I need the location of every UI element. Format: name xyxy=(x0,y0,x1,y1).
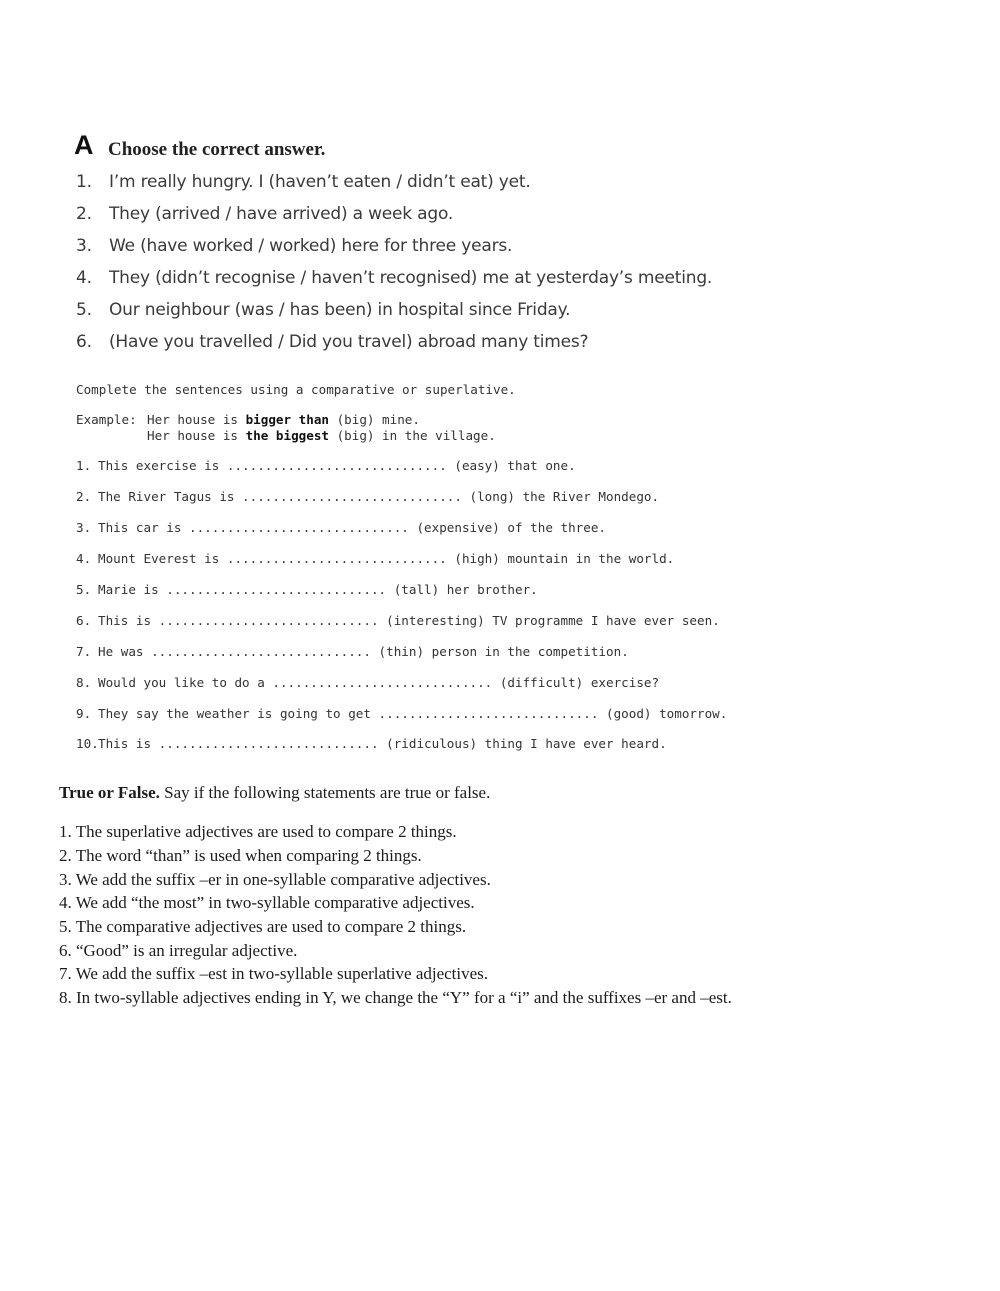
item-number: 1. xyxy=(76,458,92,473)
example-text-post: (big) mine. xyxy=(328,412,420,427)
statement: 8. In two-syllable adjectives ending in Y, we change the “Y” for a “i” and the suffixes –er and –est. xyxy=(59,988,732,1007)
item-number: 6. xyxy=(76,613,92,628)
item-number: 2. xyxy=(76,489,92,504)
section-b-item xyxy=(76,551,674,566)
section-b-item xyxy=(76,675,659,690)
item-number: 4. xyxy=(76,551,92,566)
item-number: 10. xyxy=(76,736,99,751)
item-number: 9. xyxy=(76,706,92,721)
item-text: They (didn’t recognise / haven’t recognised) me at yesterday’s meeting. xyxy=(109,268,713,288)
example-text-post: (big) in the village. xyxy=(328,428,496,443)
section-b-item xyxy=(76,613,720,628)
section-a-item xyxy=(76,172,531,192)
item-number: 3. xyxy=(76,236,92,256)
statement: 5. The comparative adjectives are used to compare 2 things. xyxy=(59,917,467,936)
example-text-pre: Her house is xyxy=(147,428,246,443)
section-a-item xyxy=(76,268,712,288)
item-number: 5. xyxy=(76,300,92,320)
item-number: 3. xyxy=(76,520,92,535)
section-b-item xyxy=(76,520,606,535)
statement: 3. We add the suffix –er in one-syllable comparative adjectives. xyxy=(59,870,491,889)
statement: 4. We add “the most” in two-syllable comparative adjectives. xyxy=(59,893,475,912)
item-text: The River Tagus is ............................. (long) the River Mondego. xyxy=(98,489,660,504)
section-b-item xyxy=(76,736,667,751)
item-text: We (have worked / worked) here for three years. xyxy=(109,236,513,256)
item-number: 8. xyxy=(76,675,92,690)
statement: 6. “Good” is an irregular adjective. xyxy=(59,941,298,960)
item-number: 7. xyxy=(76,644,92,659)
example-answer: the biggest xyxy=(245,428,329,443)
item-number: 2. xyxy=(76,204,92,224)
item-text: They say the weather is going to get ............................. (good) tomorrow. xyxy=(98,706,728,721)
section-a-title: Choose the correct answer. xyxy=(108,139,326,160)
section-a-item xyxy=(76,300,570,320)
section-a-item xyxy=(76,236,512,256)
section-c-title-bold: True or False. xyxy=(59,783,160,802)
example-answer: bigger than xyxy=(245,412,329,427)
statement: 1. The superlative adjectives are used to compare 2 things. xyxy=(59,822,457,841)
example-sentence-1 xyxy=(147,412,420,427)
item-text: Mount Everest is ............................. (high) mountain in the world. xyxy=(98,551,675,566)
section-a-item xyxy=(76,332,588,352)
item-text: He was ............................. (thin) person in the competition. xyxy=(98,644,629,659)
item-number: 4. xyxy=(76,268,92,288)
item-text: This is ............................. (interesting) TV programme I have ever seen. xyxy=(98,613,720,628)
item-text: This exercise is ............................. (easy) that one. xyxy=(98,458,576,473)
item-text: I’m really hungry. I (haven’t eaten / didn’t eat) yet. xyxy=(109,172,531,192)
item-text: (Have you travelled / Did you travel) abroad many times? xyxy=(109,332,589,352)
item-text: Would you like to do a ............................. (difficult) exercise? xyxy=(98,675,660,690)
section-a-item xyxy=(76,204,453,224)
item-text: Our neighbour (was / has been) in hospital since Friday. xyxy=(109,300,571,320)
section-a-letter: A xyxy=(74,130,94,160)
item-number: 1. xyxy=(76,172,92,192)
item-number: 6. xyxy=(76,332,92,352)
section-b-item xyxy=(76,489,659,504)
statement: 7. We add the suffix –est in two-syllable superlative adjectives. xyxy=(59,964,489,983)
item-text: This car is ............................. (expensive) of the three. xyxy=(98,520,606,535)
section-b-item xyxy=(76,458,576,473)
example-text-pre: Her house is xyxy=(147,412,246,427)
section-c-title xyxy=(59,783,490,803)
example-sentence-2 xyxy=(147,428,496,443)
section-b-item xyxy=(76,706,727,721)
section-b-item xyxy=(76,582,538,597)
section-b-instruction: Complete the sentences using a comparative or superlative. xyxy=(76,382,516,397)
statement: 2. The word “than” is used when comparing 2 things. xyxy=(59,846,422,865)
item-number: 5. xyxy=(76,582,92,597)
section-c-title-rest: Say if the following statements are true or false. xyxy=(159,783,491,802)
item-text: This is ............................. (ridiculous) thing I have ever heard. xyxy=(98,736,667,751)
section-b-item xyxy=(76,644,629,659)
item-text: They (arrived / have arrived) a week ago. xyxy=(109,204,454,224)
item-text: Marie is ............................. (tall) her brother. xyxy=(98,582,538,597)
example-label: Example: xyxy=(76,412,137,427)
